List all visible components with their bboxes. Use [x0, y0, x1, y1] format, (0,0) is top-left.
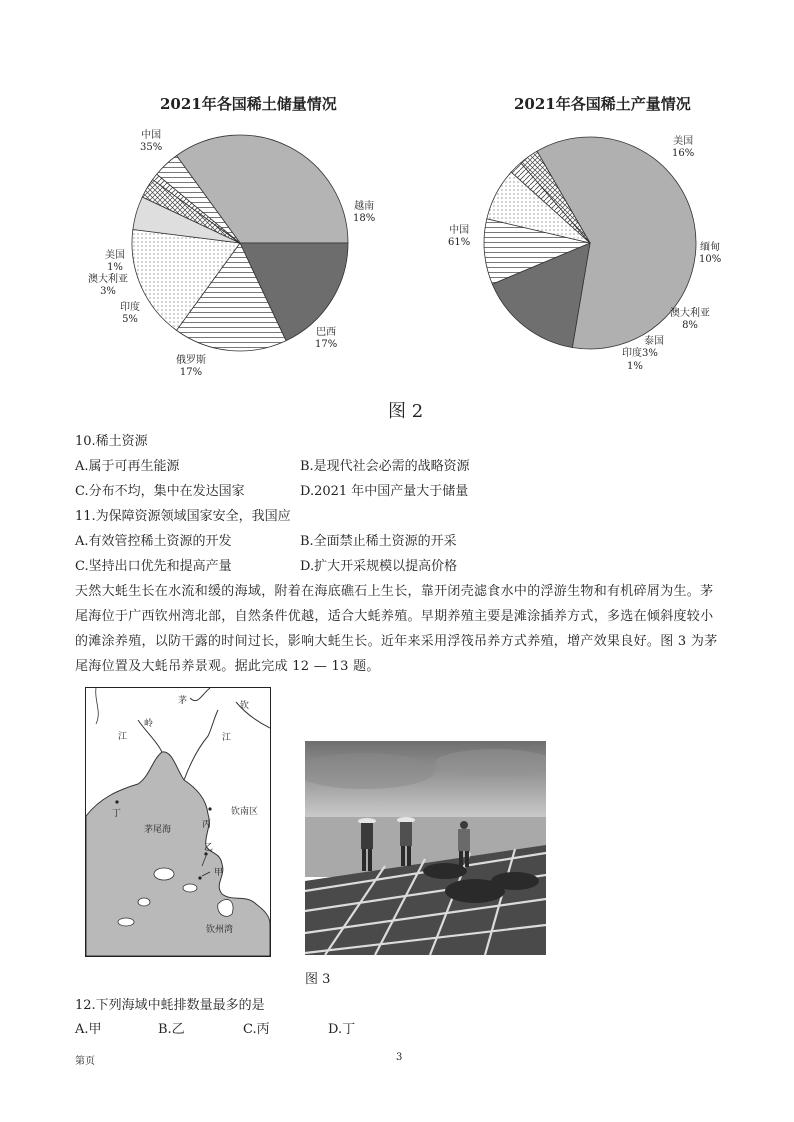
q10-option-b[interactable]: B.是现代社会必需的战略资源: [300, 459, 470, 474]
slice-name: 泰国: [644, 336, 664, 347]
q12-option-d[interactable]: D.丁: [328, 1022, 356, 1037]
q10-option-d[interactable]: D.2021 年中国产量大于储量: [300, 484, 469, 499]
reserves-label-india: [120, 302, 140, 326]
slice-name: 中国: [141, 130, 162, 141]
passage-text: 天然大蚝生长在水流和缓的海域，附着在海底礁石上生长，靠开闭壳滤食水中的浮游生物和有机碎屑为生。茅尾海位于广西钦州湾北部，自然条件优越，适合大蚝养殖。早期养殖主要是滩涂插养方式，多选在倾斜度较小的滩涂养殖，以防干露的时间过长，影响大蚝生长。近年来采用浮筏吊养方式养殖，增产效果良好。图 3 为茅尾海位置及大蚝吊养景观。据此完成 12 — 13 题。: [75, 584, 718, 674]
slice-pct: 3%: [642, 348, 658, 359]
q12-option-c[interactable]: C.丙: [243, 1022, 270, 1037]
q12-option-a[interactable]: A.甲: [75, 1022, 102, 1037]
slice-pct: 16%: [672, 148, 695, 159]
slice-pct: 61%: [448, 237, 471, 248]
q10-stem: 10.稀土资源: [75, 434, 148, 449]
map-label-qin: 钦: [240, 701, 250, 711]
map-label-mao: 茅: [178, 696, 188, 706]
slice-pct: 17%: [315, 339, 338, 350]
slice-name: 印度: [120, 302, 140, 313]
reserves-label-australia: [88, 274, 128, 298]
map-label-ling: 岭: [144, 719, 154, 729]
production-pie: [484, 137, 696, 349]
slice-pct: 10%: [699, 254, 722, 265]
production-label-india: [622, 348, 658, 360]
production-label-thailand: [644, 336, 664, 348]
q11-option-a[interactable]: A.有效管控稀土资源的开发: [75, 534, 232, 549]
photo-drawing: [305, 741, 546, 955]
production-chart-title: 2021年各国稀土产量情况: [514, 95, 691, 113]
slice-pct: 8%: [682, 320, 698, 331]
slice-name: 美国: [105, 250, 125, 261]
slice-pct: 17%: [179, 367, 203, 378]
production-label-australia: [670, 308, 710, 332]
reserves-label-russia: [176, 355, 206, 379]
slice-name: 美国: [673, 136, 694, 147]
oyster-raft-photo: [305, 741, 546, 955]
map-label-ding: 丁: [112, 809, 122, 819]
slice-pct: 18%: [353, 213, 376, 224]
map-label-jiang-west: 江: [118, 732, 128, 742]
q12-option-b[interactable]: B.乙: [158, 1022, 185, 1037]
reserves-label-usa: [105, 250, 125, 274]
production-label-myanmar: [699, 242, 721, 266]
q12-stem: 12.下列海域中蚝排数量最多的是: [75, 998, 265, 1013]
slice-pct: 35%: [140, 142, 163, 153]
q11-option-d[interactable]: D.扩大开采规模以提高价格: [300, 559, 458, 574]
slice-name: 澳大利亚: [88, 274, 128, 285]
production-label-one-percent: 1%: [627, 361, 643, 372]
slice-name: 越南: [354, 201, 375, 212]
map-label-bing: 丙: [202, 820, 212, 830]
q11-option-b[interactable]: B.全面禁止稀土资源的开采: [300, 534, 457, 549]
reserves-pie: [132, 135, 348, 351]
slice-name: 巴西: [316, 327, 337, 338]
reserves-label-vietnam: [353, 201, 375, 225]
map-label-maoweihai: 茅尾海: [144, 825, 172, 835]
maoweihai-map: [85, 687, 271, 957]
slice-name: 澳大利亚: [670, 308, 710, 319]
figure2-label: 图 2: [388, 401, 424, 422]
q10-option-a[interactable]: A.属于可再生能源: [75, 459, 180, 474]
q11-stem: 11.为保障资源领域国家安全，我国应: [75, 509, 291, 524]
q10-option-c[interactable]: C.分布不均，集中在发达国家: [75, 484, 245, 499]
map-label-qinnan: 钦南区: [231, 807, 259, 817]
slice-name: 缅甸: [700, 242, 721, 253]
production-label-china: [448, 225, 470, 249]
production-label-usa: [672, 136, 694, 160]
figure2-charts: [0, 0, 794, 400]
slice-name: 俄罗斯: [176, 355, 206, 366]
q11-option-c[interactable]: C.坚持出口优先和提高产量: [75, 559, 232, 574]
reserves-chart-title: 2021年各国稀土储量情况: [160, 95, 337, 113]
map-label-yi: 乙: [204, 843, 214, 853]
reserves-label-china: [140, 130, 162, 154]
slice-pct: 5%: [122, 314, 138, 325]
map-drawing: [86, 688, 270, 956]
slice-name: 印度: [622, 348, 642, 359]
figure3-label: 图 3: [305, 972, 331, 987]
slice-pct: 3%: [100, 286, 116, 297]
footer-page-text: 第页: [75, 1056, 95, 1067]
footer-page-number: 3: [396, 1052, 403, 1063]
map-label-jia: 甲: [214, 868, 224, 878]
slice-name: 中国: [449, 225, 470, 236]
map-label-jiang-east: 江: [222, 733, 232, 743]
reserves-label-brazil: [315, 327, 337, 351]
slice-pct: 1%: [107, 262, 123, 273]
map-label-qinzhouwan: 钦州湾: [206, 925, 234, 935]
